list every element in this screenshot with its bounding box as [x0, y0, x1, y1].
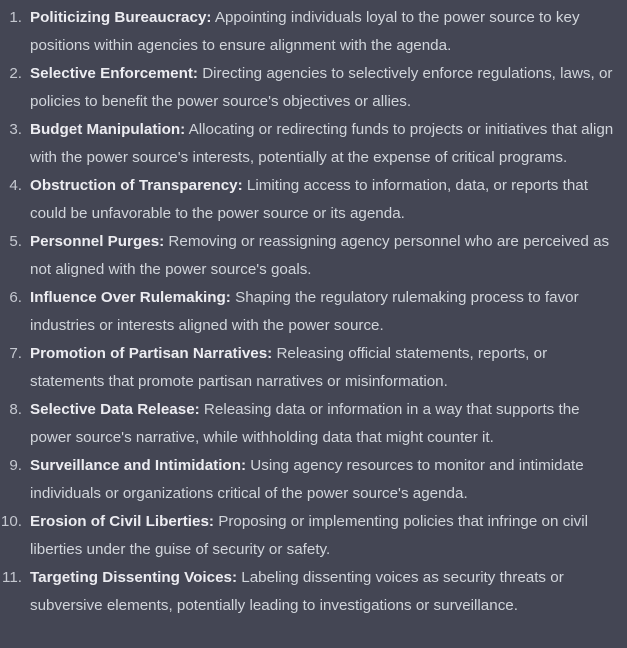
item-title: Selective Data Release:	[30, 401, 200, 418]
item-text: Proposing or implementing policies that infringe on civil liberties under the guise of security or safety.	[30, 513, 588, 558]
item-title: Personnel Purges:	[30, 233, 165, 250]
item-number: 8.	[9, 401, 22, 418]
list-item	[0, 508, 627, 564]
item-title: Targeting Dissenting Voices:	[30, 569, 238, 586]
list-item	[0, 452, 627, 508]
item-number: 4.	[9, 177, 22, 194]
item-number: 6.	[9, 289, 22, 306]
item-title: Politicizing Bureaucracy:	[30, 9, 212, 26]
item-text: Releasing official statements, reports, or statements that promote partisan narratives or misinformation.	[30, 345, 548, 390]
item-title: Promotion of Partisan Narratives:	[30, 345, 273, 362]
item-number: 11.	[2, 569, 22, 586]
list-item	[0, 284, 627, 340]
list-item	[0, 60, 627, 116]
item-text: Limiting access to information, data, or reports that could be unfavorable to the power source or its agenda.	[30, 177, 588, 222]
item-text: Allocating or redirecting funds to projects or initiatives that align with the power source's interests, potentially at the expense of critical programs.	[30, 121, 614, 166]
item-number: 7.	[9, 345, 22, 362]
item-title: Obstruction of Transparency:	[30, 177, 243, 194]
item-title: Influence Over Rulemaking:	[30, 289, 231, 306]
item-number: 9.	[9, 457, 22, 474]
item-title: Surveillance and Intimidation:	[30, 457, 247, 474]
list-item	[0, 228, 627, 284]
item-text: Removing or reassigning agency personnel who are perceived as not aligned with the power source's goals.	[30, 233, 610, 278]
item-text: Directing agencies to selectively enforce regulations, laws, or policies to benefit the power source's objectives or allies.	[30, 65, 613, 110]
item-title: Selective Enforcement:	[30, 65, 198, 82]
item-number: 10.	[0, 513, 22, 530]
list-item	[0, 340, 627, 396]
item-text: Using agency resources to monitor and intimidate individuals or organizations critical of the power source's agenda.	[30, 457, 584, 502]
item-text: Releasing data or information in a way that supports the power source's narrative, while withholding data that might counter it.	[30, 401, 580, 446]
numbered-list	[0, 4, 627, 620]
list-item	[0, 172, 627, 228]
list-item	[0, 116, 627, 172]
list-item	[0, 4, 627, 60]
item-number: 3.	[9, 121, 22, 138]
list-item	[0, 396, 627, 452]
item-number: 2.	[9, 65, 22, 82]
item-number: 1.	[9, 9, 22, 26]
item-text: Appointing individuals loyal to the power source to key positions within agencies to ensure alignment with the agenda.	[30, 9, 580, 54]
item-number: 5.	[9, 233, 22, 250]
item-title: Budget Manipulation:	[30, 121, 186, 138]
item-title: Erosion of Civil Liberties:	[30, 513, 214, 530]
item-text: Shaping the regulatory rulemaking process to favor industries or interests aligned with the power source.	[30, 289, 579, 334]
list-item	[0, 564, 627, 620]
item-text: Labeling dissenting voices as security threats or subversive elements, potentially leading to investigations or surveillance.	[30, 569, 564, 614]
